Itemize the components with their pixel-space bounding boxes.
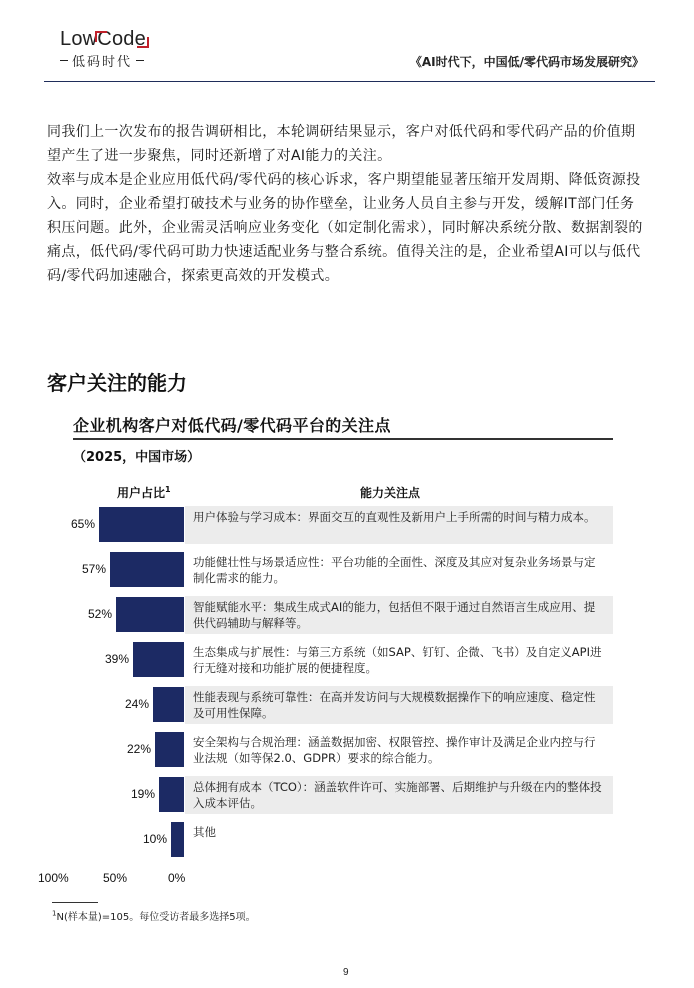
logo-wordmark: LowCode xyxy=(60,28,146,50)
bar xyxy=(159,777,184,812)
chart-title-underline xyxy=(73,438,613,440)
logo-tagline: 低码时代 xyxy=(60,51,160,70)
bar xyxy=(110,552,184,587)
section-title: 客户关注的能力 xyxy=(47,371,187,395)
chart-row xyxy=(0,551,694,589)
bar-value-label: 24% xyxy=(124,697,149,711)
bar-value-label: 65% xyxy=(70,517,95,531)
bar xyxy=(153,687,184,722)
column-header-capability: 能力关注点 xyxy=(360,486,421,500)
bar xyxy=(99,507,184,542)
column-header-share: 用户占比$^1$ xyxy=(117,485,171,500)
axis-label: 100% xyxy=(38,871,69,885)
page-number: 9 xyxy=(343,967,349,978)
bar xyxy=(133,642,184,677)
capability-description: 智能赋能水平：集成生成式AI的能力，包括但不限于通过自然语言生成应用、提供代码辅助与解释等。 xyxy=(185,596,613,634)
axis-label: 0% xyxy=(168,871,186,885)
lowcode-logo xyxy=(60,28,160,70)
bar-value-label: 22% xyxy=(126,742,151,756)
chart-row xyxy=(0,776,694,814)
chart-row xyxy=(0,821,694,859)
paragraph: 同我们上一次发布的报告调研相比，本轮调研结果显示，客户对低代码和零代码产品的价值期望产生了进一步聚焦，同时还新增了对AI能力的关注。 xyxy=(47,124,636,164)
paragraph: 效率与成本是企业应用低代码/零代码的核心诉求，客户期望能显著压缩开发周期、降低资源投入。同时，企业希望打破技术与业务的协作壁垒，让业务人员自主参与开发，缓解IT部门任务积压问题。此外，企业需灵活响应业务变化（如定制化需求），同时解决系统分散、数据割裂的痛点，低代码/零代码可助力快速适配业务与整合系统。值得关注的是，企业希望AI可以与低代码/零代码加速融合，探索更高效的开发模式。 xyxy=(47,172,643,284)
bar-value-label: 19% xyxy=(130,787,155,801)
bar-value-label: 52% xyxy=(87,607,112,621)
capability-description: 其他 xyxy=(193,825,216,839)
capability-description: 总体拥有成本（TCO）：涵盖软件许可、实施部署、后期维护与升级在内的整体投入成本评估。 xyxy=(185,776,613,814)
footnote-divider xyxy=(52,902,98,903)
bar xyxy=(155,732,184,767)
chart-row xyxy=(0,731,694,769)
chart-title: 企业机构客户对低代码/零代码平台的关注点 xyxy=(73,416,391,435)
chart-row xyxy=(0,641,694,679)
chart-row xyxy=(0,596,694,634)
bar-value-label: 39% xyxy=(104,652,129,666)
header-divider xyxy=(44,81,655,82)
axis-label: 50% xyxy=(103,871,128,885)
capability-description: 功能健壮性与场景适应性：平台功能的全面性、深度及其应对复杂业务场景与定制化需求的能力。 xyxy=(193,555,596,585)
capability-description: 性能表现与系统可靠性：在高并发访问与大规模数据操作下的响应速度、稳定性及可用性保障。 xyxy=(185,686,613,724)
capability-description: 生态集成与扩展性：与第三方系统（如SAP、钉钉、企微、飞书）及自定义API进行无缝对接和功能扩展的便捷程度。 xyxy=(193,645,602,675)
capability-description: 安全架构与合规治理：涵盖数据加密、权限管控、操作审计及满足企业内控与行业法规（如等保2.0、GDPR）要求的综合能力。 xyxy=(193,735,596,765)
bar xyxy=(116,597,184,632)
footnote: $^1$N(样本量)=105。每位受访者最多选择5项。 xyxy=(52,909,256,923)
bar-value-label: 10% xyxy=(142,832,167,846)
intro-text xyxy=(47,120,647,288)
chart-row xyxy=(0,686,694,724)
bar xyxy=(171,822,184,857)
bar-value-label: 57% xyxy=(81,562,106,576)
report-title: 《AI时代下，中国低/零代码市场发展研究》 xyxy=(409,55,644,69)
chart-row xyxy=(0,506,694,544)
chart-subtitle: （2025，中国市场） xyxy=(73,450,201,465)
capability-description: 用户体验与学习成本：界面交互的直观性及新用户上手所需的时间与精力成本。 xyxy=(185,506,613,544)
